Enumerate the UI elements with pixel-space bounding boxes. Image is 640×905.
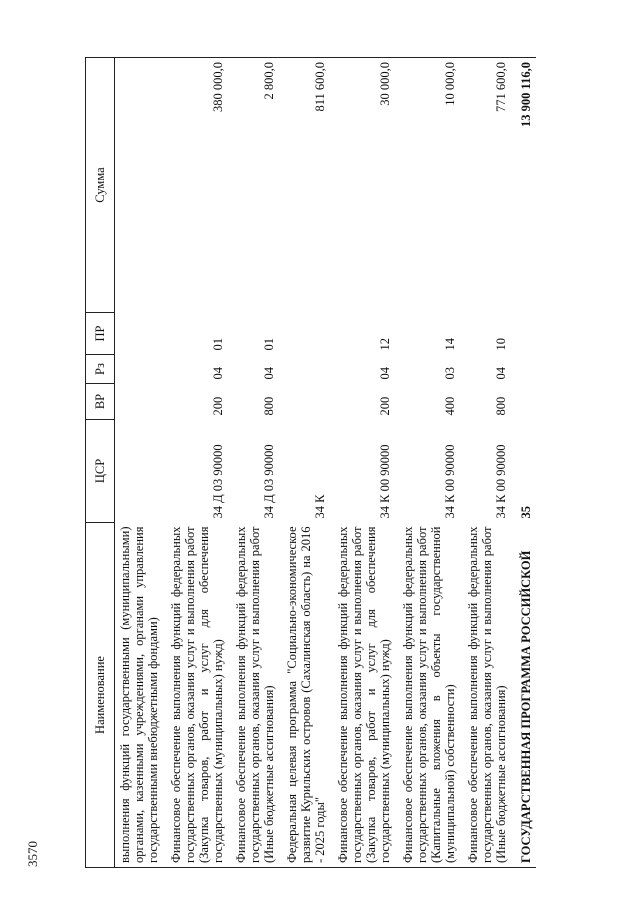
table-row <box>163 58 228 868</box>
row-csr: 34 Д 03 90000 <box>211 444 225 519</box>
row-pr <box>279 313 330 355</box>
row-pr: 14 <box>443 338 457 351</box>
header-csr: ЦСР <box>86 420 115 523</box>
table-header-row <box>86 58 115 868</box>
row-sum: 771 600,0 <box>460 58 511 313</box>
row-rz <box>279 355 330 384</box>
row-name: Финансовое обеспечение выполнения функций федеральных государственных органов, оказания услуг и выполнения работ (Иные бюджетные ассигнования) <box>228 523 279 868</box>
table-row <box>330 58 395 868</box>
row-sum: 811 600,0 <box>279 58 330 313</box>
row-rz: 03 <box>443 367 457 380</box>
row-vr: 800 <box>494 396 508 416</box>
total-row <box>511 58 536 868</box>
row-name: Финансовое обеспечение выполнения функций федеральных государственных органов, оказания услуг и выполнения работ (Закупка товаров, работ и услуг для обеспечения государственных (муниципальных) нужд) <box>163 523 228 868</box>
total-csr: 35 <box>519 506 533 519</box>
row-rz: 04 <box>211 367 225 380</box>
row-rz: 04 <box>262 367 276 380</box>
row-sum: 10 000,0 <box>395 58 460 313</box>
table-row <box>395 58 460 868</box>
row-name: Финансовое обеспечение выполнения функций федеральных государственных органов, оказания услуг и выполнения работ (Капитальные вложения в объекты государственной (муниципальной) собственности) <box>395 523 460 868</box>
row-csr: 34 Д 03 90000 <box>262 444 276 519</box>
row-csr: 34 К 00 90000 <box>494 444 508 519</box>
header-pr: ПР <box>86 313 115 355</box>
row-pr: 10 <box>494 338 508 351</box>
row-rz: 04 <box>378 367 392 380</box>
page-number-area <box>12 420 72 867</box>
rotated-page-content <box>85 58 599 868</box>
header-sum: Сумма <box>86 58 115 313</box>
row-pr: 01 <box>262 338 276 351</box>
row-pr <box>115 313 164 355</box>
row-sum: 2 800,0 <box>228 58 279 313</box>
table-row <box>228 58 279 868</box>
row-csr <box>115 420 164 523</box>
page-number: 3570 <box>25 841 40 867</box>
total-sum: 13 900 116,0 <box>511 58 536 313</box>
row-rz: 04 <box>494 367 508 380</box>
total-name: ГОСУДАРСТВЕННАЯ ПРОГРАММА РОССИЙСКОЙ <box>511 523 536 868</box>
row-pr: 12 <box>378 338 392 351</box>
table-row <box>279 58 330 868</box>
row-rz <box>115 355 164 384</box>
row-name: Финансовое обеспечение выполнения функций федеральных государственных органов, оказания услуг и выполнения работ (Иные бюджетные ассигнования) <box>460 523 511 868</box>
row-vr: 400 <box>443 396 457 416</box>
row-name: Финансовое обеспечение выполнения функций федеральных государственных органов, оказания услуг и выполнения работ (Закупка товаров, работ и услуг для обеспечения государственных (муниципальных) нужд) <box>330 523 395 868</box>
row-vr <box>279 384 330 420</box>
row-vr <box>115 384 164 420</box>
table-row <box>460 58 511 868</box>
row-sum: 380 000,0 <box>163 58 228 313</box>
header-name: Наименование <box>86 523 115 868</box>
row-sum <box>115 58 164 313</box>
row-pr: 01 <box>211 338 225 351</box>
row-vr: 200 <box>211 396 225 416</box>
row-csr: 34 К 00 90000 <box>378 444 392 519</box>
table-row <box>115 58 164 868</box>
row-vr: 200 <box>378 396 392 416</box>
row-csr: 34 К <box>313 494 327 519</box>
row-name: Федеральная целевая программа "Социально-экономическое развитие Курильских островов (Сахалинская область) на 2016 - 2025 годы" <box>279 523 330 868</box>
header-vr: ВР <box>86 384 115 420</box>
header-rz: Рз <box>86 355 115 384</box>
row-sum: 30 000,0 <box>330 58 395 313</box>
row-vr: 800 <box>262 396 276 416</box>
row-csr: 34 К 00 90000 <box>443 444 457 519</box>
budget-table <box>85 57 536 868</box>
row-name: выполнения функций государственными (муниципальными) органами, казенными учреждениями, органами управления государственными внебюджетными фондами) <box>115 523 164 868</box>
